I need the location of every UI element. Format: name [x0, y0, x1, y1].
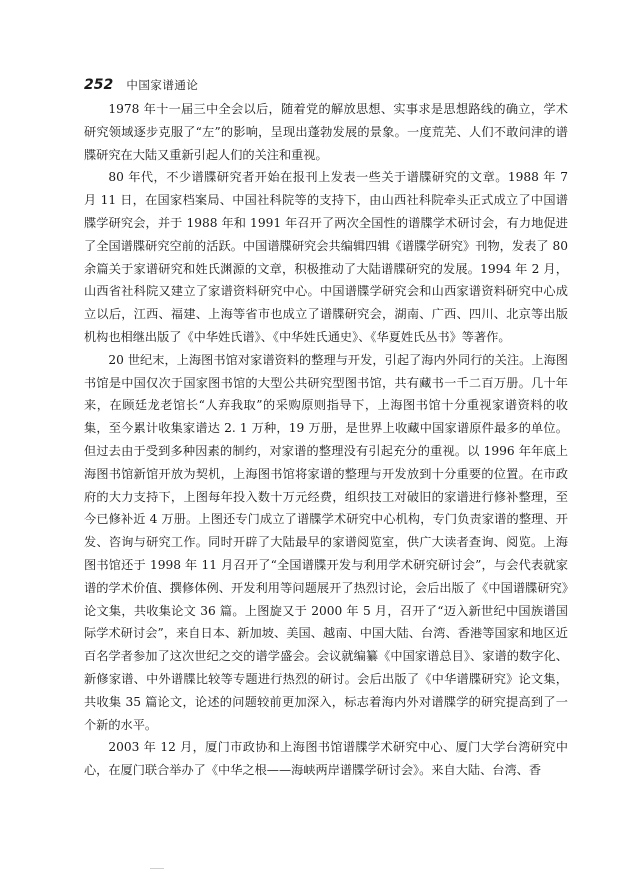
paragraph-shanghai-library: 20 世纪末，上海图书馆对家谱资料的整理与开发，引起了海内外同行的关注。上海图书馆是中国仅次于国家图书馆的大型公共研究型图书馆，共有藏书一千二百万册。几十年来，在顾廷龙老馆长“人弃我取”的采购原则指导下，上海图书馆十分重视家谱资料的收集，至今累计收集家谱达 2. 1 万种，19 万册，是世界上收藏中国家谱原件最多的单位。但过去由于受到多种因素的制约，对家谱的整理没有引起充分的重视。以 1996 年年底上海图书馆新馆开放为契机，上海图书馆将家谱的整理与开发放到十分重要的位置。在市政府的大力支持下，上图每年投入数十万元经费，组织技工对破旧的家谱进行修补整理，至今已修补近 4 万册。上图还专门成立了谱牒学术研究中心机构，专门负责家谱的整理、开发、咨询与研究工作。同时开辟了大陆最早的家谱阅览室，供广大读者查询、阅览。上海图书馆还于 1998 年 11 月召开了“全国谱牒开发与利用学术研究研讨会”，与会代表就家谱的学术价值、撰修体例、开发利用等问题展开了热烈讨论，会后出版了《中国谱牒研究》论文集，共收集论文 36 篇。上图旋又于 2000 年 5 月，召开了“迈入新世纪中国族谱国际学术研讨会”，来自日本、新加坡、美国、越南、中国大陆、台湾、香港等国家和地区近百名学者参加了这次世纪之交的谱学盛会。会议就编纂《中国家谱总目》、家谱的数字化、新修家谱、中外谱牒比较等专题进行热烈的研讨。会后出版了《中华谱牒研究》论文集，共收集 35 篇论文，论述的问题较前更加深入，标志着海内外对谱牒学的研究提高到了一个新的水平。 [84, 352, 568, 732]
body-text [84, 98, 568, 782]
book-title: 中国家谱通论 [126, 78, 199, 92]
paragraph-1980s-research: 80 年代，不少谱牒研究者开始在报刊上发表一些关于谱牒研究的文章。1988 年 7 月 11 日，在国家档案局、中国社科院等的支持下，由山西社科院牵头正式成立了中国谱牒学研究会，并于 1988 年和 1991 年召开了两次全国性的谱牒学术研讨会，有力地促进了全国谱牒研究空前的活跃。中国谱牒研究会共编辑四辑《谱牒学研究》刊物，发表了 80 余篇关于家谱研究和姓氏渊源的文章，积极推动了大陆谱牒研究的发展。1994 年 2 月，山西省社科院又建立了家谱资料研究中心。中国谱牒学研究会和山西家谱资料研究中心成立以后，江西、福建、上海等省市也成立了谱牒研究会，湖南、广西、四川、北京等出版机构也相继出版了《中华姓氏谱》、《中华姓氏通史》、《华夏姓氏丛书》等著作。 [84, 170, 568, 344]
paragraph-2003-xiamen: 2003 年 12 月，厦门市政协和上海图书馆谱牒学术研究中心、厦门大学台湾研究中心，在厦门联合举办了《中华之根——海峡两岸谱牒学研讨会》。来自大陆、台湾、香 [84, 740, 568, 778]
running-head [84, 74, 198, 94]
page-number: 252 [84, 77, 114, 93]
footer-mark [150, 868, 164, 869]
paragraph-1978-reform: 1978 年十一届三中全会以后，随着党的解放思想、实事求是思想路线的确立，学术研究领域逐步克服了“左”的影响，呈现出蓬勃发展的景象。一度荒芜、人们不敢问津的谱牒研究在大陆又重新引起人们的关注和重视。 [84, 102, 568, 162]
